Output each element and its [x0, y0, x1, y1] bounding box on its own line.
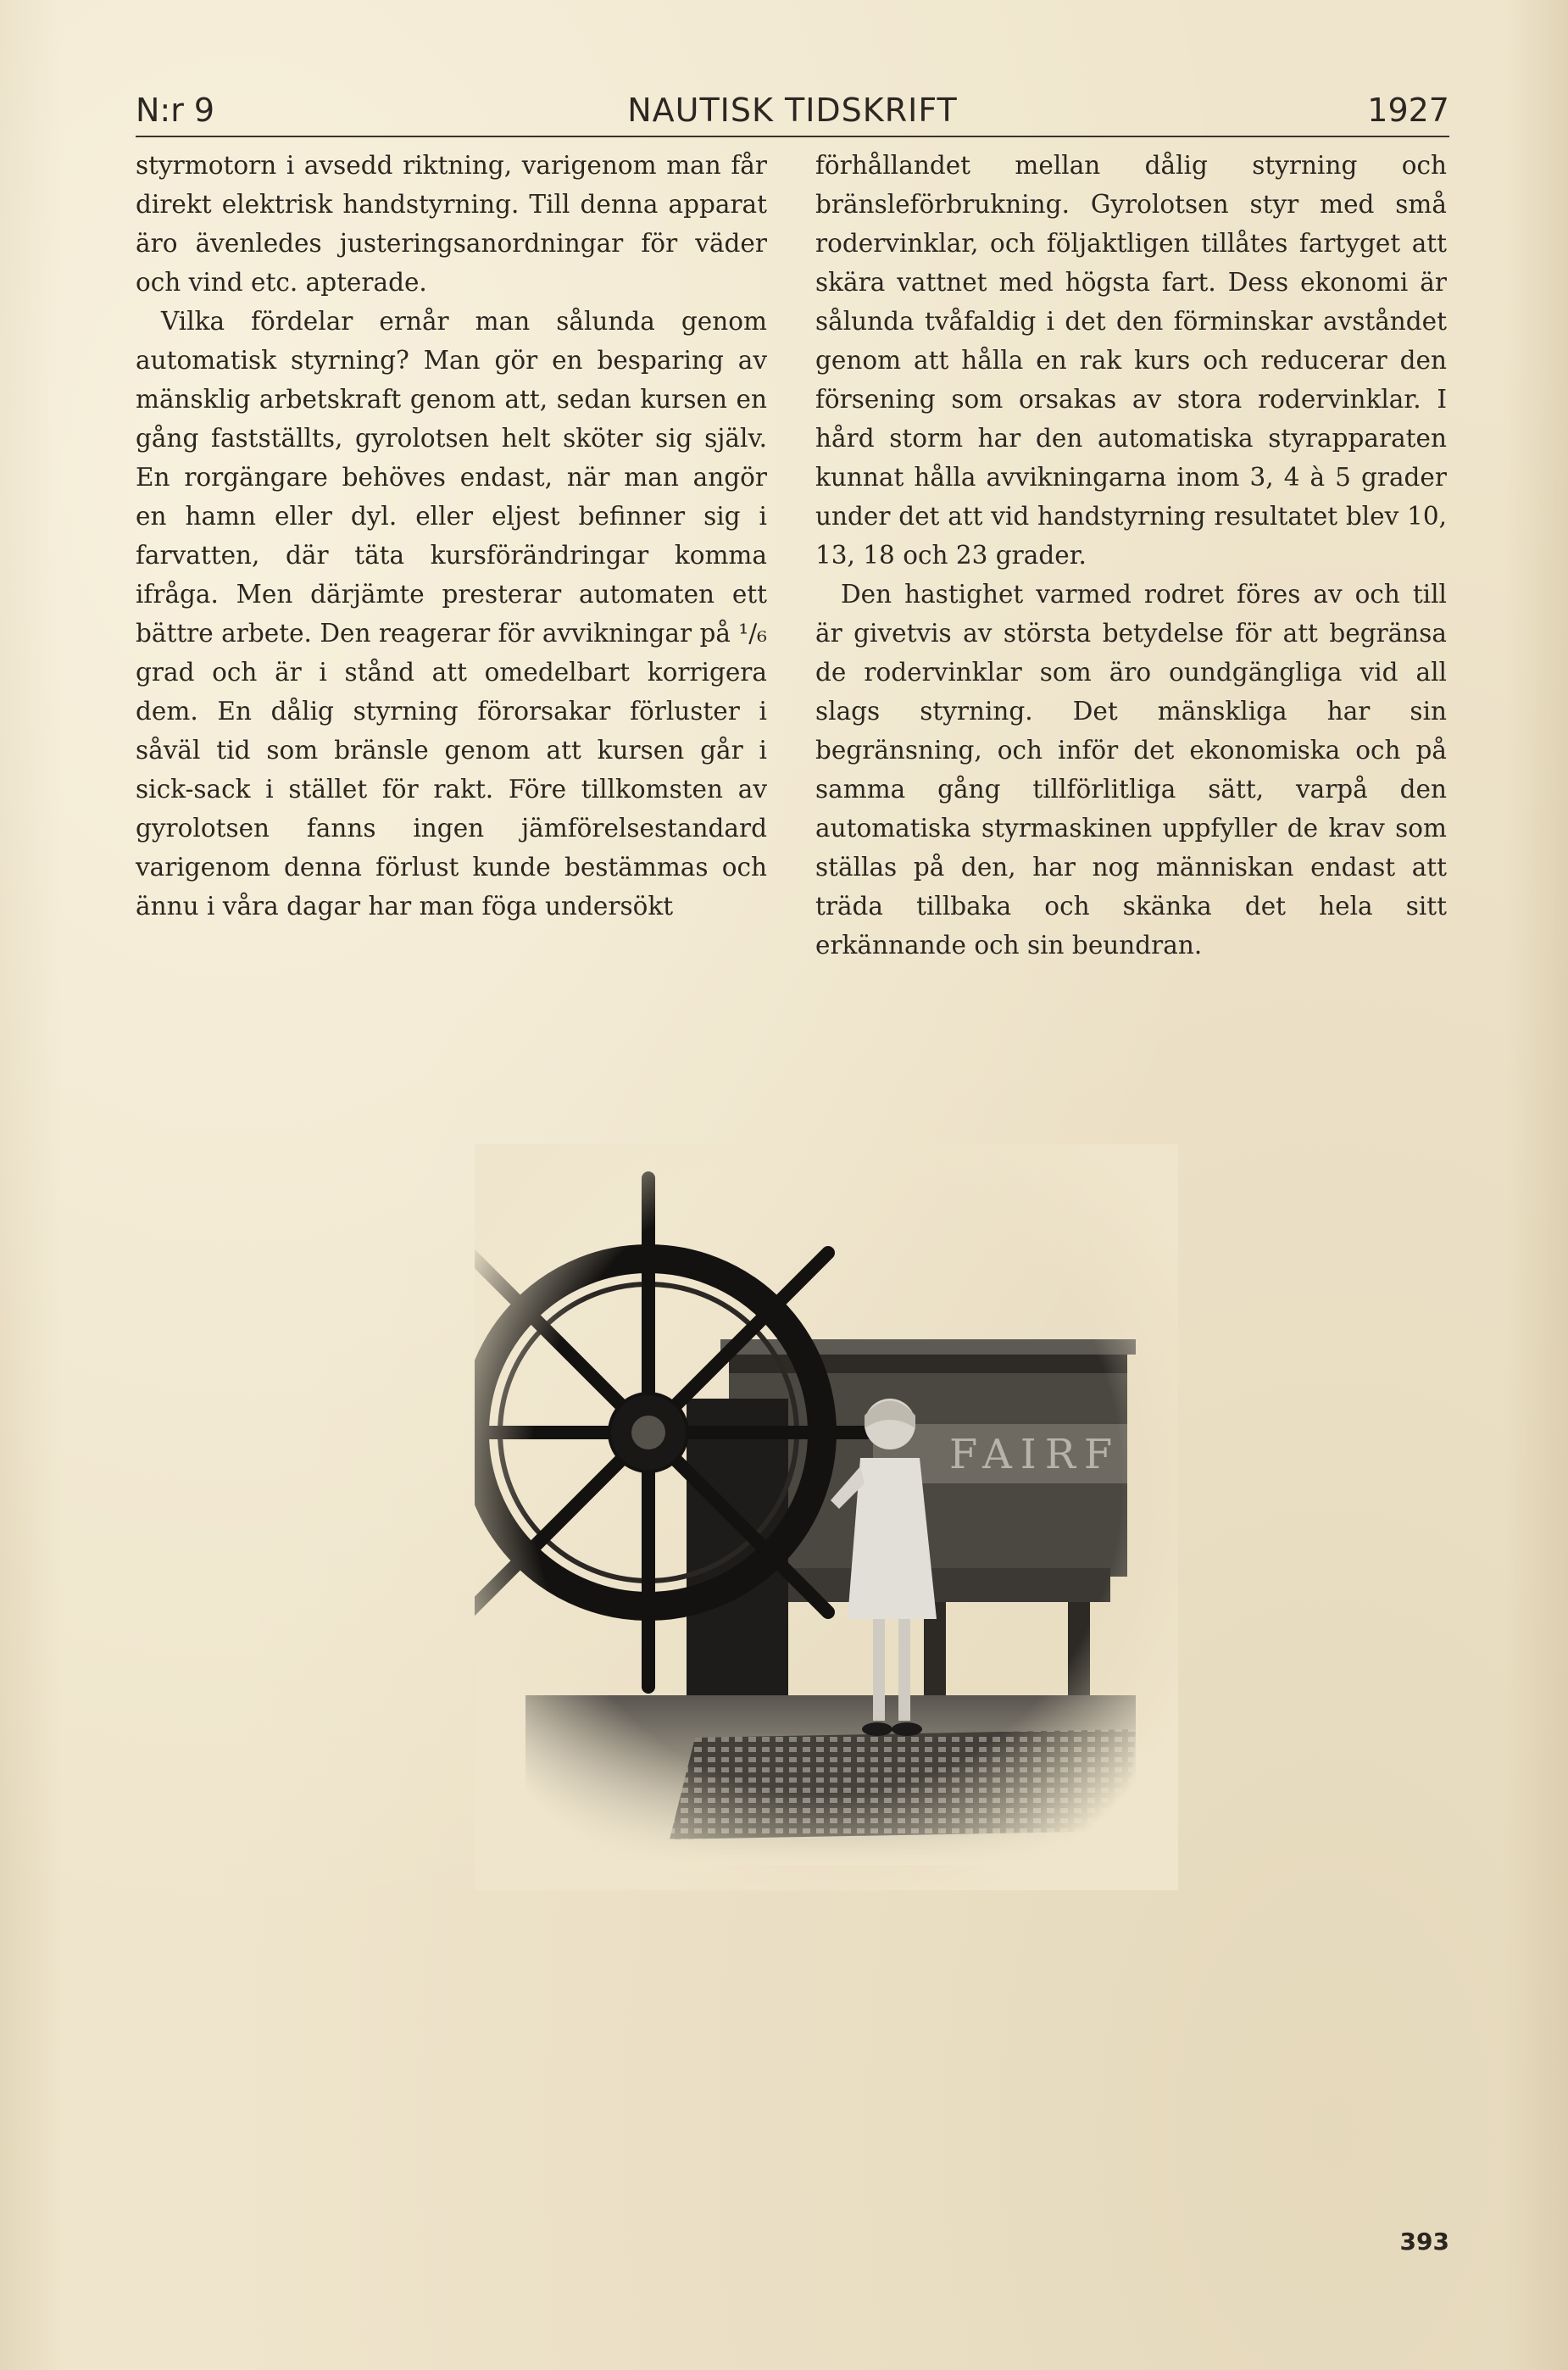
right-text-column	[815, 146, 1447, 965]
paragraph: Den hastighet varmed rodret föres av och till är givetvis av största betydelse för att begränsa de rodervinklar som äro oundgängliga vid all slags styrning. Det mänskliga har sin begränsning, och inför det ekonomiska och på samma gång tillförlitliga sätt, varpå den automatiska styrmaskinen uppfyller de krav som ställas på den, har nog människan endast att träda tillbaka och skänka det hela sitt erkännande och sin beundran.	[815, 580, 1447, 960]
publication-year: 1927	[1367, 92, 1449, 129]
paragraph: Vilka fördelar ernår man sålunda genom automatisk styrning? Man gör en besparing av mänsklig arbetskraft genom att, sedan kursen en gång fastställts, gyrolotsen helt sköter sig själv. En rorgängare behöves endast, när man angör en hamn eller dyl. eller eljest befinner sig i farvatten, där täta kursförändringar komma ifråga. Men därjämte presterar automaten ett bättre arbete. Den reagerar för avvikningar på ¹/₆ grad och är i stånd att omedelbart korrigera dem. En dålig styrning förorsakar förluster i såväl tid som bränsle genom att kursen går i sick-sack i stället för rakt. Före tillkomsten av gyrolotsen fanns ingen jämförelsestandard varigenom denna förlust kunde bestämmas och ännu i våra dagar har man föga undersökt	[136, 307, 767, 921]
paragraph: styrmotorn i avsedd riktning, varigenom man får direkt elektrisk handstyrning. Till denna apparat äro ävenledes justeringsanordningar för väder och vind etc. apterade.	[136, 151, 767, 297]
journal-title: NAUTISK TIDSKRIFT	[627, 92, 958, 129]
running-header	[136, 85, 1449, 137]
issue-number: N:r 9	[136, 92, 215, 129]
left-text-column	[136, 146, 767, 926]
paragraph: förhållandet mellan dålig styrning och bränsleförbrukning. Gyrolotsen styr med små rodervinklar, och följaktligen tillåtes fartyget att skära vattnet med högsta fart. Dess ekonomi är sålunda tvåfaldig i det den förminskar avståndet genom att hålla en rak kurs och reducerar den försening som orsakas av stora rodervinklar. I hård storm har den automatiska styrapparaten kunnat hålla avvikningarna inom 3, 4 à 5 grader under det att vid handstyrning resultatet blev 10, 13, 18 och 23 grader.	[815, 151, 1447, 570]
page-number: 393	[1399, 2228, 1449, 2256]
ship-wheel-photograph	[475, 1144, 1178, 1890]
